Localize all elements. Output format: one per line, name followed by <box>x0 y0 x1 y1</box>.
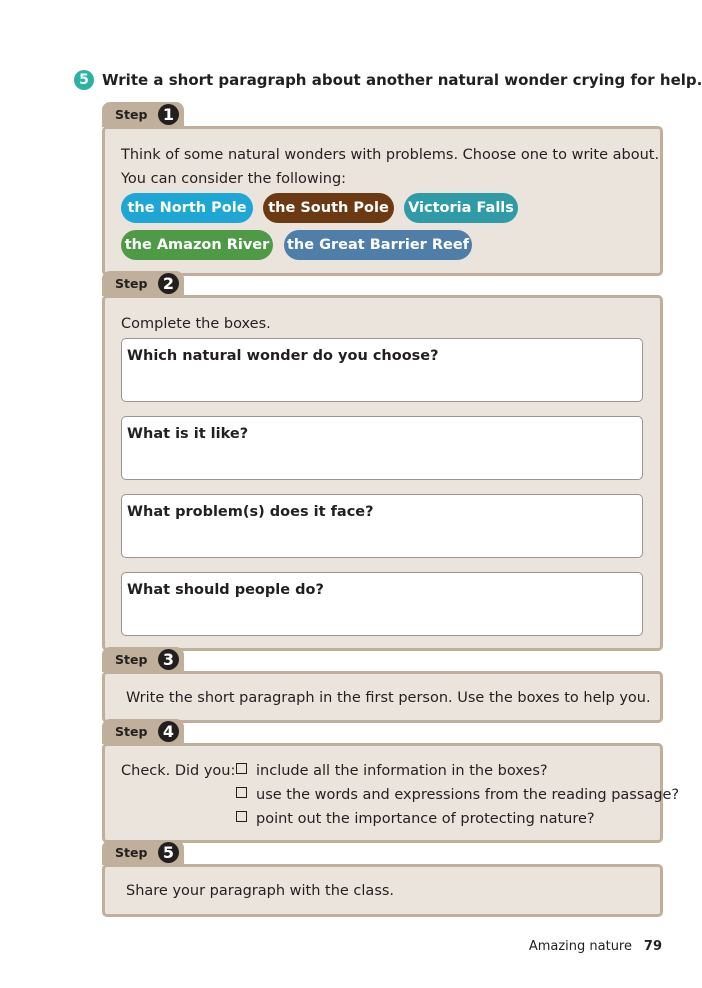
step-5-tab <box>102 840 184 865</box>
checkbox-icon[interactable] <box>236 787 247 798</box>
question-title: Write a short paragraph about another natural wonder crying for help. <box>102 71 702 89</box>
answer-box-problems[interactable] <box>121 494 643 558</box>
answer-box-actions[interactable] <box>121 572 643 636</box>
checklist-item[interactable] <box>236 809 595 829</box>
option-north-pole: the North Pole <box>121 193 253 223</box>
checklist-item-text: include all the information in the boxes? <box>256 763 548 779</box>
step-3-number: 3 <box>158 649 179 670</box>
step-4-panel <box>102 743 680 843</box>
question-number-badge: 5 <box>74 70 94 90</box>
option-south-pole: the South Pole <box>263 193 394 223</box>
step-2-tab <box>102 271 184 296</box>
step-1-panel <box>102 126 663 276</box>
option-victoria-falls: Victoria Falls <box>404 193 518 223</box>
answer-box-prompt: Which natural wonder do you choose? <box>127 348 439 364</box>
step-label: Step <box>115 724 148 739</box>
answer-box-prompt: What problem(s) does it face? <box>127 504 374 520</box>
checkbox-icon[interactable] <box>236 763 247 774</box>
step-4-tab <box>102 719 184 744</box>
option-amazon-river: the Amazon River <box>121 230 273 260</box>
step-5-number: 5 <box>158 842 179 863</box>
answer-box-description[interactable] <box>121 416 643 480</box>
step-3-instruction: Write the short paragraph in the first person. Use the boxes to help you. <box>126 690 651 706</box>
checklist-item[interactable] <box>236 785 679 805</box>
step-label: Step <box>115 845 148 860</box>
step-3-tab <box>102 647 184 672</box>
step-1-tab <box>102 102 184 127</box>
footer-section-title: Amazing nature <box>528 939 632 954</box>
answer-box-prompt: What is it like? <box>127 426 249 442</box>
step-5-panel <box>102 864 663 917</box>
checklist-item[interactable] <box>236 761 548 781</box>
checkbox-icon[interactable] <box>236 811 247 822</box>
step-5-instruction: Share your paragraph with the class. <box>126 883 395 899</box>
step-1-instruction-line-1: Think of some natural wonders with problems. Choose one to write about. <box>121 147 660 163</box>
step-1-number: 1 <box>158 104 179 125</box>
step-label: Step <box>115 107 148 122</box>
step-label: Step <box>115 652 148 667</box>
page-number: 79 <box>643 939 662 954</box>
answer-box-prompt: What should people do? <box>127 582 324 598</box>
step-1-instruction-line-2: You can consider the following: <box>121 171 347 187</box>
step-2-number: 2 <box>158 273 179 294</box>
step-2-instruction: Complete the boxes. <box>121 316 271 332</box>
answer-box-choice[interactable] <box>121 338 643 402</box>
step-label: Step <box>115 276 148 291</box>
step-2-panel <box>102 295 663 651</box>
checklist-item-text: point out the importance of protecting nature? <box>256 811 595 827</box>
step-3-panel <box>102 671 663 723</box>
checklist-lead: Check. Did you: <box>121 763 236 779</box>
option-great-barrier-reef: the Great Barrier Reef <box>284 230 472 260</box>
step-4-number: 4 <box>158 721 179 742</box>
checklist-item-text: use the words and expressions from the reading passage? <box>256 787 680 803</box>
